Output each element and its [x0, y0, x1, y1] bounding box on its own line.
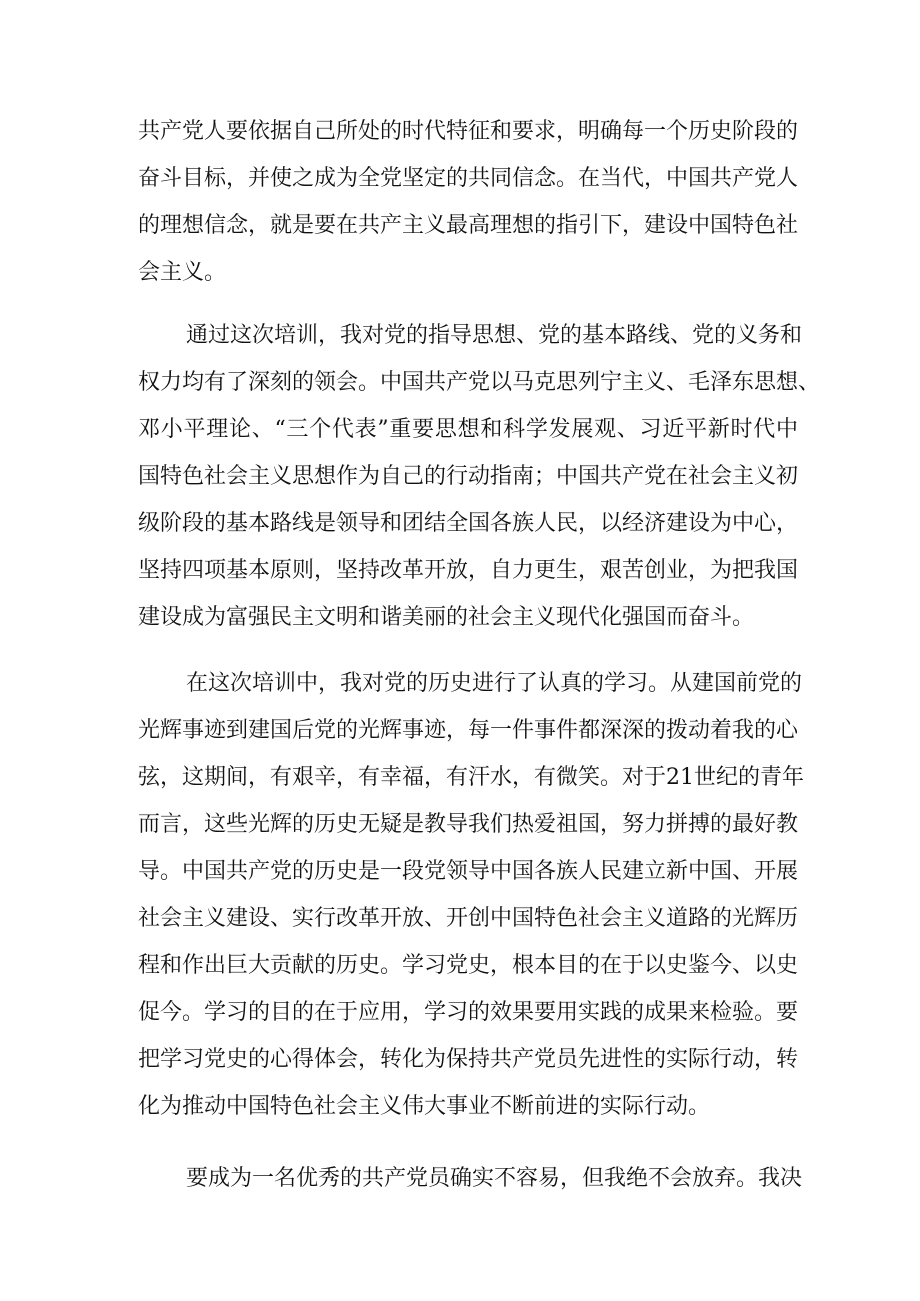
- paragraph-line: 的理想信念，就是要在共产主义最高理想的指引下，建设中国特色社: [138, 213, 799, 238]
- paragraph-line: 社会主义建设、实行改革开放、开创中国特色社会主义道路的光辉历: [138, 906, 799, 931]
- paragraph-line: 权力均有了深刻的领会。中国共产党以马克思列宁主义、毛泽东思想、: [138, 370, 821, 395]
- paragraph-line: 光辉事迹到建国后党的光辉事迹，每一件事件都深深的拨动着我的心: [138, 718, 799, 743]
- paragraph-line: 会主义。: [138, 260, 227, 285]
- paragraph-line: 邓小平理论、“三个代表”重要思想和科学发展观、习近平新时代中: [138, 417, 798, 442]
- paragraph-line: 导。中国共产党的历史是一段党领导中国各族人民建立新中国、开展: [138, 859, 799, 884]
- paragraph-line: 共产党人要依据自己所处的时代特征和要求，明确每一个历史阶段的: [138, 119, 799, 144]
- paragraph-line: 要成为一名优秀的共产党员确实不容易，但我绝不会放弃。我决: [186, 1166, 803, 1191]
- paragraph-line: 坚持四项基本原则，坚持改革开放，自力更生，艰苦创业，为把我国: [138, 558, 799, 583]
- paragraph-line: 在这次培训中，我对党的历史进行了认真的学习。从建国前党的: [186, 671, 803, 696]
- paragraph-line: 程和作出巨大贡献的历史。学习党史，根本目的在于以史鉴今、以史: [138, 953, 799, 978]
- paragraph-line: 把学习党史的心得体会，转化为保持共产党员先进性的实际行动，转: [138, 1047, 799, 1072]
- paragraph-line: 奋斗目标，并使之成为全党坚定的共同信念。在当代，中国共产党人: [138, 166, 799, 191]
- paragraph-line: 弦，这期间，有艰辛，有幸福，有汗水，有微笑。对于21世纪的青年: [138, 765, 804, 790]
- paragraph-line: 通过这次培训，我对党的指导思想、党的基本路线、党的义务和: [186, 323, 803, 348]
- paragraph-line: 而言，这些光辉的历史无疑是教导我们热爱祖国，努力拼搏的最好教: [138, 812, 799, 837]
- paragraph-line: 建设成为富强民主文明和谐美丽的社会主义现代化强国而奋斗。: [138, 605, 755, 630]
- paragraph-line: 化为推动中国特色社会主义伟大事业不断前进的实际行动。: [138, 1094, 711, 1119]
- paragraph-line: 级阶段的基本路线是领导和团结全国各族人民，以经济建设为中心，: [138, 511, 799, 536]
- paragraph-line: 国特色社会主义思想作为自己的行动指南；中国共产党在社会主义初: [138, 464, 799, 489]
- paragraph-line: 促今。学习的目的在于应用，学习的效果要用实践的成果来检验。要: [138, 1000, 799, 1025]
